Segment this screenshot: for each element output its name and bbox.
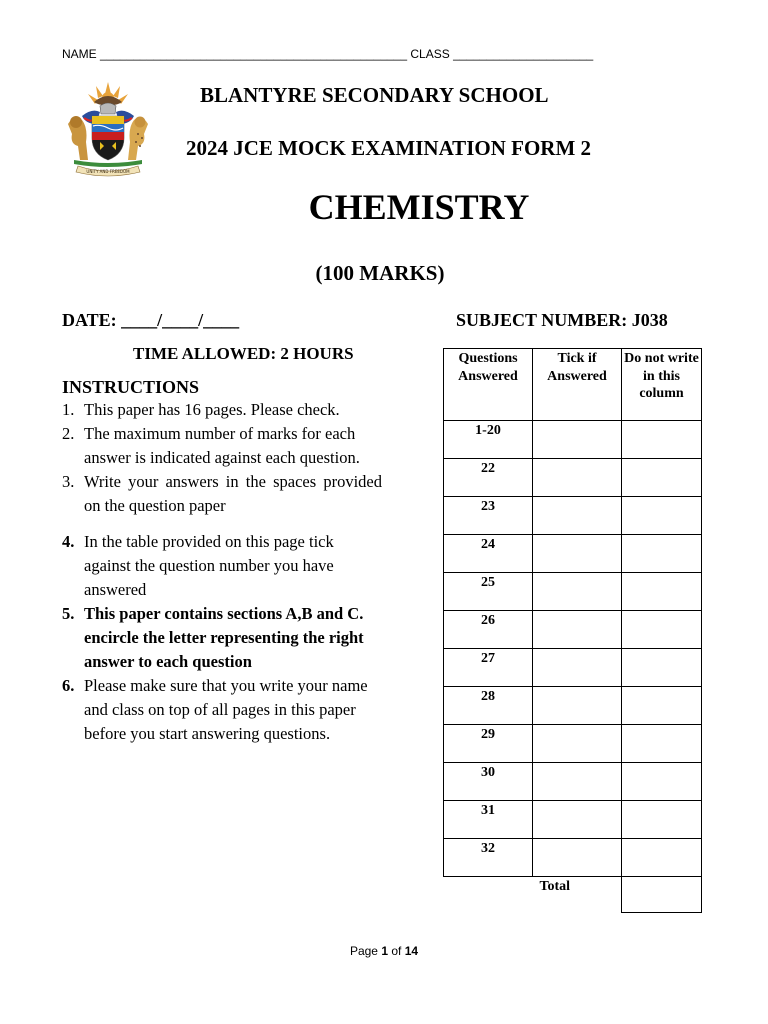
- table-row: [444, 687, 702, 725]
- tick-cell[interactable]: [533, 763, 622, 801]
- total-row: [444, 877, 702, 913]
- table-row: [444, 421, 702, 459]
- examiner-cell: [622, 421, 702, 459]
- examiner-cell: [622, 535, 702, 573]
- table-row: [444, 535, 702, 573]
- instruction-number: 3.: [62, 472, 75, 491]
- table-row: [444, 649, 702, 687]
- table-row: [444, 839, 702, 877]
- tick-cell[interactable]: [533, 611, 622, 649]
- instruction-item: [62, 530, 362, 603]
- date-field[interactable]: DATE: ____/____/____: [62, 310, 240, 330]
- tick-cell[interactable]: [533, 725, 622, 763]
- instruction-text: The maximum number of marks for each answer is indicated against each question.: [84, 424, 360, 468]
- instructions-heading: INSTRUCTIONS: [62, 377, 200, 397]
- question-number: 32: [444, 839, 533, 877]
- total-marks: (100 MARKS): [315, 261, 445, 285]
- tick-cell[interactable]: [533, 687, 622, 725]
- instruction-item: [62, 470, 382, 518]
- instruction-item: [62, 602, 372, 675]
- question-number: 1-20: [444, 421, 533, 459]
- examiner-cell: [622, 573, 702, 611]
- tick-cell[interactable]: [533, 839, 622, 877]
- page-current: 1: [381, 944, 388, 958]
- page-of: of: [391, 944, 402, 958]
- instruction-number: 4.: [62, 532, 75, 551]
- table-row: [444, 725, 702, 763]
- question-number: 31: [444, 801, 533, 839]
- subject-number: SUBJECT NUMBER: J038: [456, 310, 668, 330]
- page-prefix: Page: [349, 944, 378, 958]
- examiner-cell: [622, 497, 702, 535]
- instruction-text: This paper has 16 pages. Please check.: [84, 400, 340, 419]
- table-row: [444, 801, 702, 839]
- tick-cell[interactable]: [533, 497, 622, 535]
- name-class-line: [62, 47, 593, 61]
- examiner-cell: [622, 725, 702, 763]
- table-row: [444, 573, 702, 611]
- tick-cell[interactable]: [533, 649, 622, 687]
- question-number: 23: [444, 497, 533, 535]
- name-label: NAME: [62, 47, 97, 61]
- instruction-item: [62, 398, 382, 422]
- table-row: [444, 459, 702, 497]
- question-number: 25: [444, 573, 533, 611]
- question-number: 24: [444, 535, 533, 573]
- instruction-number: 2.: [62, 424, 75, 443]
- table-row: [444, 497, 702, 535]
- examiner-cell: [622, 763, 702, 801]
- malawi-coat-of-arms-icon: [60, 80, 156, 178]
- tick-cell[interactable]: [533, 801, 622, 839]
- tick-cell[interactable]: [533, 421, 622, 459]
- instruction-text: In the table provided on this page tick against the question number you have answered: [84, 532, 334, 600]
- exam-title: 2024 JCE MOCK EXAMINATION FORM 2: [186, 136, 592, 160]
- instruction-item: [62, 674, 382, 747]
- questions-answered-table: [443, 348, 702, 913]
- examiner-cell: [622, 839, 702, 877]
- tick-cell[interactable]: [533, 573, 622, 611]
- school-name: BLANTYRE SECONDARY SCHOOL: [200, 83, 549, 107]
- question-number: 29: [444, 725, 533, 763]
- class-label: CLASS: [410, 47, 450, 61]
- instruction-number: 1.: [62, 400, 75, 419]
- crest-motto: UNITY AND FREEDOM: [86, 169, 130, 174]
- question-number: 26: [444, 611, 533, 649]
- tick-cell[interactable]: [533, 459, 622, 497]
- total-cell: [622, 877, 702, 913]
- instruction-text: Write your answers in the spaces provided on the question paper: [84, 472, 382, 516]
- question-number: 30: [444, 763, 533, 801]
- tick-cell[interactable]: [533, 535, 622, 573]
- examiner-cell: [622, 459, 702, 497]
- question-number: 28: [444, 687, 533, 725]
- total-label: Total: [539, 879, 571, 894]
- col-header-examiner: Do not write in this column: [622, 349, 702, 421]
- instruction-text: Please make sure that you write your name and class on top of all pages in this paper before you start answering questions.: [84, 676, 368, 744]
- col-header-questions: Questions Answered: [444, 349, 533, 421]
- examiner-cell: [622, 801, 702, 839]
- examiner-cell: [622, 687, 702, 725]
- page-total: 14: [404, 944, 419, 958]
- subject-title: CHEMISTRY: [308, 187, 530, 227]
- class-blank[interactable]: _____________________: [453, 47, 594, 61]
- instruction-item: [62, 422, 382, 470]
- time-allowed: TIME ALLOWED: 2 HOURS: [133, 344, 354, 363]
- table-row: [444, 763, 702, 801]
- instruction-number: 6.: [62, 676, 75, 695]
- col-header-tick: Tick if Answered: [533, 349, 622, 421]
- instruction-text: This paper contains sections A,B and C. encircle the letter representing the right answer to each question: [84, 604, 364, 672]
- question-number: 22: [444, 459, 533, 497]
- name-blank[interactable]: ______________________________________________: [100, 47, 408, 61]
- table-row: [444, 611, 702, 649]
- examiner-cell: [622, 611, 702, 649]
- instruction-number: 5.: [62, 604, 75, 623]
- question-number: 27: [444, 649, 533, 687]
- examiner-cell: [622, 649, 702, 687]
- page-number: [0, 944, 768, 958]
